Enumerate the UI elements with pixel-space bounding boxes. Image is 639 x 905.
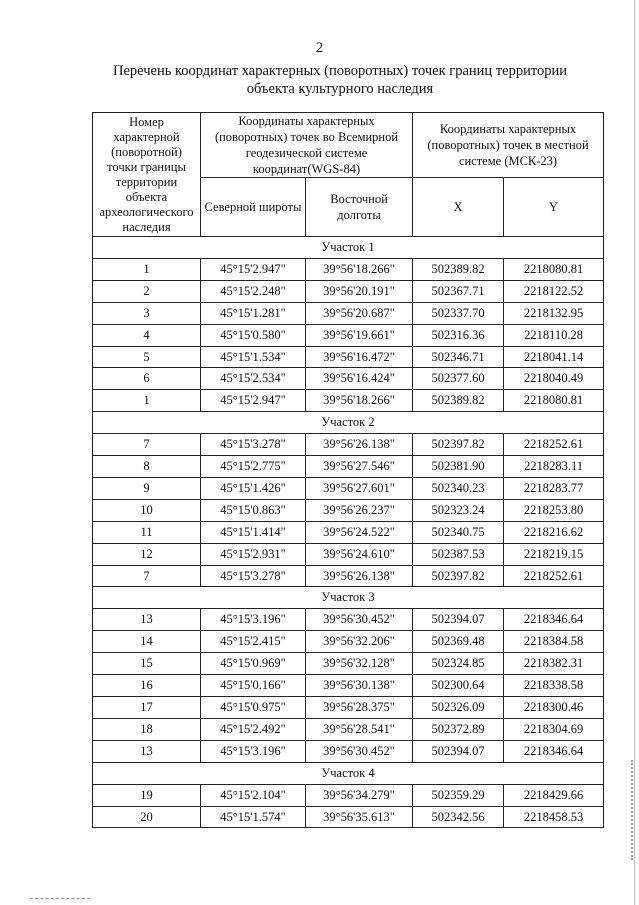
cell-x: 502394.07 bbox=[413, 609, 504, 631]
cell-latitude: 45°15'0.166" bbox=[201, 675, 306, 697]
section-title: Участок 3 bbox=[93, 587, 604, 609]
cell-longitude: 39°56'24.522" bbox=[306, 521, 413, 543]
table-row bbox=[93, 565, 604, 587]
cell-y: 2218253.80 bbox=[504, 499, 604, 521]
cell-y: 2218252.61 bbox=[504, 565, 604, 587]
table-row bbox=[93, 543, 604, 565]
cell-point-number: 2 bbox=[93, 280, 201, 302]
cell-x: 502324.85 bbox=[413, 653, 504, 675]
cell-x: 502389.82 bbox=[413, 390, 504, 412]
cell-latitude: 45°15'3.196" bbox=[201, 609, 306, 631]
cell-y: 2218122.52 bbox=[504, 280, 604, 302]
cell-longitude: 39°56'20.687" bbox=[306, 302, 413, 324]
cell-x: 502367.71 bbox=[413, 280, 504, 302]
table-row bbox=[93, 368, 604, 390]
cell-y: 2218382.31 bbox=[504, 653, 604, 675]
cell-latitude: 45°15'0.863" bbox=[201, 499, 306, 521]
cell-longitude: 39°56'18.266" bbox=[306, 259, 413, 281]
table-row bbox=[93, 806, 604, 828]
table-row bbox=[93, 456, 604, 478]
cell-x: 502389.82 bbox=[413, 259, 504, 281]
cell-longitude: 39°56'27.546" bbox=[306, 456, 413, 478]
section-row bbox=[93, 412, 604, 434]
table-row bbox=[93, 324, 604, 346]
cell-point-number: 16 bbox=[93, 675, 201, 697]
cell-x: 502394.07 bbox=[413, 740, 504, 762]
cell-longitude: 39°56'32.206" bbox=[306, 631, 413, 653]
cell-point-number: 11 bbox=[93, 521, 201, 543]
cell-latitude: 45°15'3.196" bbox=[201, 740, 306, 762]
table-header bbox=[93, 113, 604, 237]
table-row bbox=[93, 784, 604, 806]
cell-x: 502342.56 bbox=[413, 806, 504, 828]
cell-longitude: 39°56'16.424" bbox=[306, 368, 413, 390]
cell-longitude: 39°56'35.613" bbox=[306, 806, 413, 828]
cell-latitude: 45°15'2.104" bbox=[201, 784, 306, 806]
cell-point-number: 15 bbox=[93, 653, 201, 675]
cell-x: 502397.82 bbox=[413, 434, 504, 456]
cell-longitude: 39°56'30.138" bbox=[306, 675, 413, 697]
cell-latitude: 45°15'0.580" bbox=[201, 324, 306, 346]
cell-y: 2218304.69 bbox=[504, 718, 604, 740]
section-title: Участок 2 bbox=[93, 412, 604, 434]
cell-x: 502372.89 bbox=[413, 718, 504, 740]
table-row bbox=[93, 521, 604, 543]
cell-point-number: 12 bbox=[93, 543, 201, 565]
cell-y: 2218080.81 bbox=[504, 390, 604, 412]
cell-x: 502337.70 bbox=[413, 302, 504, 324]
cell-x: 502323.24 bbox=[413, 499, 504, 521]
scan-footer-mark bbox=[30, 898, 90, 899]
cell-x: 502359.29 bbox=[413, 784, 504, 806]
header-longitude: Восточной долготы bbox=[306, 178, 413, 237]
section-row bbox=[93, 237, 604, 259]
cell-x: 502387.53 bbox=[413, 543, 504, 565]
cell-latitude: 45°15'3.278" bbox=[201, 434, 306, 456]
cell-longitude: 39°56'28.541" bbox=[306, 718, 413, 740]
cell-y: 2218338.58 bbox=[504, 675, 604, 697]
cell-longitude: 39°56'19.661" bbox=[306, 324, 413, 346]
cell-y: 2218041.14 bbox=[504, 346, 604, 368]
table-row bbox=[93, 302, 604, 324]
table-row bbox=[93, 697, 604, 719]
header-latitude: Северной широты bbox=[201, 178, 306, 237]
cell-y: 2218300.46 bbox=[504, 697, 604, 719]
cell-y: 2218429.66 bbox=[504, 784, 604, 806]
section-title: Участок 1 bbox=[93, 237, 604, 259]
title-line-1: Перечень координат характерных (поворотных) точек границ территории bbox=[112, 63, 568, 79]
cell-point-number: 14 bbox=[93, 631, 201, 653]
cell-longitude: 39°56'16.472" bbox=[306, 346, 413, 368]
header-y: Y bbox=[504, 178, 604, 237]
cell-y: 2218384.58 bbox=[504, 631, 604, 653]
cell-latitude: 45°15'2.534" bbox=[201, 368, 306, 390]
table-row bbox=[93, 499, 604, 521]
cell-x: 502340.23 bbox=[413, 478, 504, 500]
cell-point-number: 5 bbox=[93, 346, 201, 368]
header-wgs84: Координаты характерных (поворотных) точек во Всемирной геодезической системе координат(WGS-84) bbox=[201, 113, 413, 178]
header-x: X bbox=[413, 178, 504, 237]
cell-point-number: 13 bbox=[93, 609, 201, 631]
cell-point-number: 1 bbox=[93, 259, 201, 281]
cell-latitude: 45°15'2.248" bbox=[201, 280, 306, 302]
cell-longitude: 39°56'28.375" bbox=[306, 697, 413, 719]
table-row bbox=[93, 718, 604, 740]
cell-x: 502377.60 bbox=[413, 368, 504, 390]
cell-latitude: 45°15'2.947" bbox=[201, 390, 306, 412]
table-row bbox=[93, 280, 604, 302]
header-point-number: Номер характерной (поворотной) точки границы территории объекта археологического наследия bbox=[93, 113, 201, 237]
scan-edge-marks bbox=[631, 760, 637, 860]
cell-longitude: 39°56'32.128" bbox=[306, 653, 413, 675]
cell-longitude: 39°56'26.237" bbox=[306, 499, 413, 521]
cell-latitude: 45°15'2.931" bbox=[201, 543, 306, 565]
cell-longitude: 39°56'30.452" bbox=[306, 609, 413, 631]
section-title: Участок 4 bbox=[93, 762, 604, 784]
cell-y: 2218080.81 bbox=[504, 259, 604, 281]
cell-longitude: 39°56'18.266" bbox=[306, 390, 413, 412]
cell-longitude: 39°56'27.601" bbox=[306, 478, 413, 500]
cell-y: 2218132.95 bbox=[504, 302, 604, 324]
cell-point-number: 13 bbox=[93, 740, 201, 762]
cell-point-number: 9 bbox=[93, 478, 201, 500]
cell-y: 2218458.53 bbox=[504, 806, 604, 828]
cell-latitude: 45°15'1.574" bbox=[201, 806, 306, 828]
cell-latitude: 45°15'2.492" bbox=[201, 718, 306, 740]
table-row bbox=[93, 390, 604, 412]
cell-latitude: 45°15'0.969" bbox=[201, 653, 306, 675]
table-row bbox=[93, 259, 604, 281]
cell-latitude: 45°15'1.414" bbox=[201, 521, 306, 543]
table-row bbox=[93, 653, 604, 675]
cell-x: 502326.09 bbox=[413, 697, 504, 719]
cell-y: 2218252.61 bbox=[504, 434, 604, 456]
table-row bbox=[93, 631, 604, 653]
cell-y: 2218216.62 bbox=[504, 521, 604, 543]
cell-latitude: 45°15'1.534" bbox=[201, 346, 306, 368]
cell-x: 502316.36 bbox=[413, 324, 504, 346]
cell-y: 2218283.11 bbox=[504, 456, 604, 478]
cell-latitude: 45°15'1.426" bbox=[201, 478, 306, 500]
cell-y: 2218346.64 bbox=[504, 740, 604, 762]
cell-longitude: 39°56'26.138" bbox=[306, 434, 413, 456]
cell-point-number: 7 bbox=[93, 434, 201, 456]
table-row bbox=[93, 434, 604, 456]
section-row bbox=[93, 587, 604, 609]
table-row bbox=[93, 478, 604, 500]
document-title bbox=[90, 62, 590, 98]
cell-x: 502340.75 bbox=[413, 521, 504, 543]
cell-point-number: 7 bbox=[93, 565, 201, 587]
cell-latitude: 45°15'2.775" bbox=[201, 456, 306, 478]
cell-point-number: 6 bbox=[93, 368, 201, 390]
cell-point-number: 1 bbox=[93, 390, 201, 412]
cell-latitude: 45°15'3.278" bbox=[201, 565, 306, 587]
section-row bbox=[93, 762, 604, 784]
cell-point-number: 3 bbox=[93, 302, 201, 324]
title-line-2: объекта культурного наследия bbox=[246, 81, 434, 97]
cell-latitude: 45°15'0.975" bbox=[201, 697, 306, 719]
cell-longitude: 39°56'26.138" bbox=[306, 565, 413, 587]
cell-point-number: 19 bbox=[93, 784, 201, 806]
cell-latitude: 45°15'2.947" bbox=[201, 259, 306, 281]
table-row bbox=[93, 609, 604, 631]
cell-point-number: 10 bbox=[93, 499, 201, 521]
cell-y: 2218219.15 bbox=[504, 543, 604, 565]
cell-latitude: 45°15'2.415" bbox=[201, 631, 306, 653]
cell-longitude: 39°56'20.191" bbox=[306, 280, 413, 302]
page-number: 2 bbox=[315, 40, 324, 56]
cell-point-number: 18 bbox=[93, 718, 201, 740]
cell-x: 502381.90 bbox=[413, 456, 504, 478]
cell-point-number: 8 bbox=[93, 456, 201, 478]
cell-x: 502300.64 bbox=[413, 675, 504, 697]
table-row bbox=[93, 675, 604, 697]
cell-point-number: 20 bbox=[93, 806, 201, 828]
table-row bbox=[93, 346, 604, 368]
coordinates-table bbox=[92, 112, 604, 828]
cell-y: 2218283.77 bbox=[504, 478, 604, 500]
cell-longitude: 39°56'34.279" bbox=[306, 784, 413, 806]
cell-longitude: 39°56'30.452" bbox=[306, 740, 413, 762]
table-row bbox=[93, 740, 604, 762]
cell-y: 2218346.64 bbox=[504, 609, 604, 631]
cell-y: 2218040.49 bbox=[504, 368, 604, 390]
cell-x: 502346.71 bbox=[413, 346, 504, 368]
cell-x: 502397.82 bbox=[413, 565, 504, 587]
cell-point-number: 17 bbox=[93, 697, 201, 719]
table-body bbox=[93, 237, 604, 828]
cell-latitude: 45°15'1.281" bbox=[201, 302, 306, 324]
cell-point-number: 4 bbox=[93, 324, 201, 346]
cell-y: 2218110.28 bbox=[504, 324, 604, 346]
cell-x: 502369.48 bbox=[413, 631, 504, 653]
header-msk23: Координаты характерных (поворотных) точек в местной системе (МСК-23) bbox=[413, 113, 604, 178]
cell-longitude: 39°56'24.610" bbox=[306, 543, 413, 565]
